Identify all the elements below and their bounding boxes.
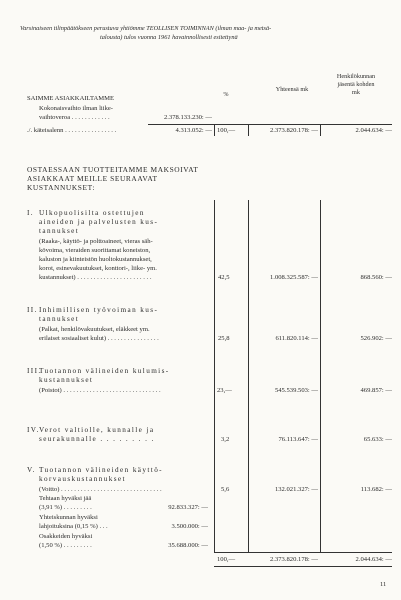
item-5-pct: 5,6 [221,486,230,493]
item-5-per-person: 113.682: — [360,486,392,493]
divider [248,200,249,552]
sales-line-1: Kokonaisvaihto ilman liike- [39,105,113,112]
item-2-pct: 25,8 [218,335,230,342]
header-per-person-3: mk [352,89,360,96]
sales-subtotal-rule [148,124,214,125]
item-1-title-1: Ulkopuolisilta ostettujen [39,209,145,217]
sales-line-2: vaihtoveroa . . . . . . . . . . . . [39,114,110,121]
grand-total-total: 2.373.820.178: — [270,556,318,563]
caption-line-1: Varsinaiseen tilinpäätökseen perustuva yhtiömme TEOLLISEN TOIMINNAN (ilman maa- ja metsä- [20,25,272,32]
caption-line-2: talousta) tulos vuonna 1961 havainnollisesti esitettynä [100,34,238,41]
sales-total-rule [214,124,392,125]
item-2-title-2: tannukset [39,315,80,323]
purchases-title-3: KUSTANNUKSET: [27,183,96,192]
item-1-desc-1: (Raaka-, käyttö- ja polttoaineet, vieras säh- [39,238,153,245]
grand-total-rule-bottom [214,566,392,567]
header-per-person-1: Henkilökunnan [336,73,376,80]
item-4-per-person: 65.633: — [363,436,392,443]
item-3-title-2: kustannukset [39,376,94,384]
item-3-title-1: Tuotannon välineiden kulumis- [39,367,170,375]
item-1-per-person: 868.560: — [360,274,392,281]
purchases-title-2: ASIAKKAAT MEILLE SEURAAVAT [27,174,158,183]
profit-split-1-label-2: (3,91 %) . . . . . . . . . [39,504,92,511]
item-3-total: 545.539.503: — [274,387,318,394]
sales-total: 2.373.820.178: — [270,127,318,134]
item-3-pct: 23,— [217,387,232,394]
item-2-title-1: Inhimillisen työvoiman kus- [39,306,159,314]
divider [214,200,215,552]
item-1-desc-3: kaluston ja kiinteistön huoltokustannukset, [39,256,152,263]
header-total: Yhteensä mk [275,86,309,93]
grand-total-pct: 100,— [217,556,236,563]
item-1-title-3: tannukset [39,227,80,235]
item-5-desc-1: (Voitto) . . . . . . . . . . . . . . . . . . . . . . . . . . . . . . . [39,486,162,493]
sales-gross-value: 2.378.133.230: — [164,114,212,121]
item-2-per-person: 526.902: — [360,335,392,342]
item-4-pct: 3,2 [221,436,230,443]
divider [320,124,321,136]
item-4-total: 76.113.647: — [278,436,318,443]
sales-per-person: 2.044.634: — [355,127,392,134]
item-5-title-2: korvauskustannukset [39,475,126,483]
profit-split-1-label-1: Tehtaan hyväksi jää [39,495,92,502]
item-5-number: V. [27,466,36,474]
item-1-desc-5: kustannukset) . . . . . . . . . . . . . . . . . . . . . . . [39,274,152,281]
sales-title: SAIMME ASIAKKAILTAMME [27,95,114,102]
purchases-title-1: OSTAESSAAN TUOTTEITAMME MAKSOIVAT [27,165,199,174]
profit-split-3-label-1: Osakkeiden hyväksi [39,533,93,540]
divider [320,200,321,552]
profit-split-3-value: 35.688.000: — [168,542,208,549]
sales-discount-value: 4.313.052: — [175,127,212,134]
item-1-desc-4: korot, esinevakuutukset, konttori-, liike- ym. [39,265,157,272]
item-1-title-2: aineiden ja palvelusten kus- [39,218,159,226]
item-1-total: 1.008.325.587: — [270,274,318,281]
grand-total-per-person: 2.044.634: — [355,556,392,563]
item-3-desc-1: (Poistot) . . . . . . . . . . . . . . . . . . . . . . . . . . . . . . [39,387,161,394]
item-4-title-2: seurakunnalle . . . . . . . . . [39,435,155,443]
divider [214,124,215,136]
sales-pct: 100,— [217,127,236,134]
grand-total-rule-top [214,552,392,553]
item-3-number: III. [27,367,42,375]
profit-split-2-value: 3.500.000: — [171,523,208,530]
profit-split-2-label-2: lahjoituksina (0,15 %) . . . [39,523,108,530]
item-5-total: 132.021.327: — [274,486,318,493]
profit-split-3-label-2: (1,50 %) . . . . . . . . . [39,542,92,549]
profit-split-1-value: 92.833.327: — [168,504,208,511]
item-5-title-1: Tuotannon välineiden käyttö- [39,466,163,474]
profit-split-2-label-1: Yhteiskunnan hyväksi [39,514,98,521]
item-2-desc-2: erilaiset sosiaaliset kulut) . . . . . . . . . . . . . . . . [39,335,159,342]
header-percent: % [223,91,229,98]
item-3-per-person: 469.857: — [360,387,392,394]
item-1-pct: 42,5 [218,274,230,281]
item-1-number: I. [27,209,34,217]
item-4-number: IV. [27,426,40,434]
item-2-desc-1: (Palkat, henkilövakuutukset, eläkkeet ym. [39,326,150,333]
page-number: 11 [380,581,387,588]
item-2-total: 611.820.114: — [275,335,318,342]
item-2-number: II. [27,306,38,314]
divider [248,124,249,136]
item-1-desc-2: kövoima, vieraiden suorittamat koneiston, [39,247,151,254]
header-per-person-2: jäsentä kohden [337,81,375,88]
sales-discount-label: ./. käteisalenn . . . . . . . . . . . . . . . . [27,127,117,134]
item-4-title-1: Verot valtiolle, kunnalle ja [39,426,155,434]
